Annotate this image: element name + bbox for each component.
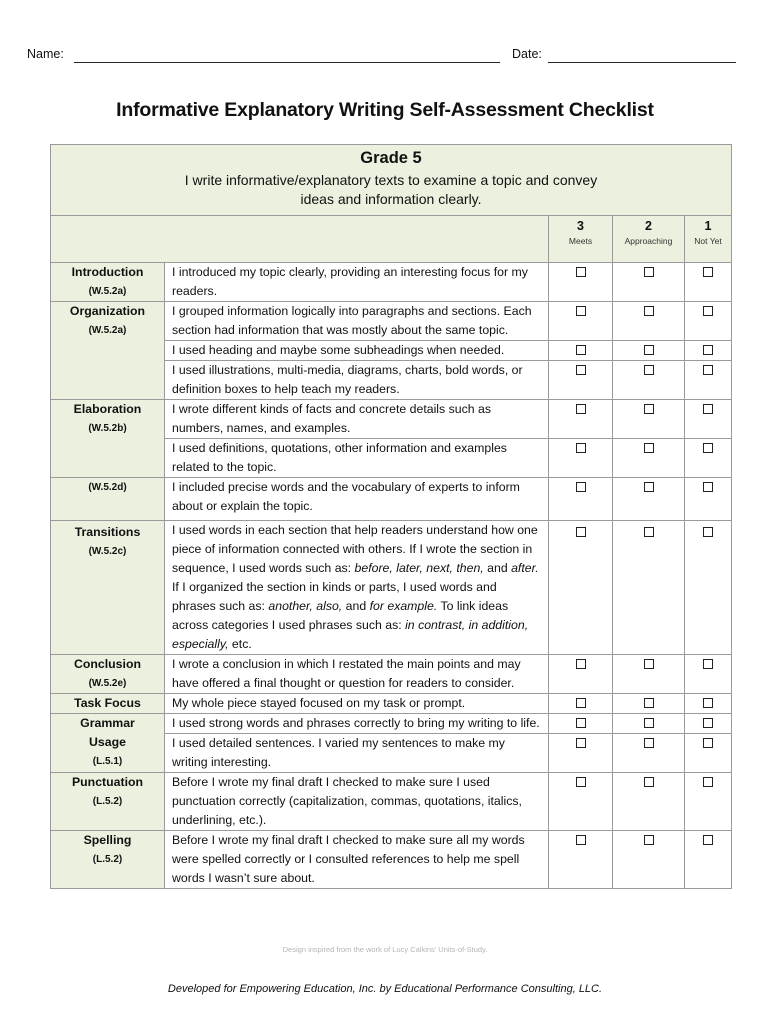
category-standard: (L.5.1) (92, 756, 123, 767)
checkbox-not-yet[interactable] (703, 835, 713, 845)
checkbox-approaching[interactable] (644, 698, 654, 708)
category-standard: (W.5.2c) (88, 546, 127, 557)
checkbox-approaching[interactable] (644, 365, 654, 375)
category-elaboration (51, 400, 165, 478)
page-title: Informative Explanatory Writing Self-Assessment Checklist (116, 99, 654, 121)
criterion-text-part: I used words in each section that help readers understand how one piece of information connected with others. If I wrote the section in sequence, I used words such as: (172, 523, 538, 575)
name-label: Name: (27, 47, 64, 61)
checkbox-not-yet[interactable] (703, 404, 713, 414)
checkbox-meets[interactable] (576, 777, 586, 787)
name-field[interactable] (74, 62, 500, 63)
checkbox-not-yet[interactable] (703, 482, 713, 492)
checkbox-meets[interactable] (576, 738, 586, 748)
category-transitions (51, 521, 165, 655)
checkbox-meets[interactable] (576, 482, 586, 492)
criterion-text: I included precise words and the vocabulary of experts to inform about or explain the topic. (165, 478, 549, 521)
col-meets-score: 3 (577, 219, 584, 233)
checkbox-not-yet[interactable] (703, 443, 713, 453)
checkbox-approaching[interactable] (644, 777, 654, 787)
checkbox-not-yet[interactable] (703, 527, 713, 537)
checkbox-meets[interactable] (576, 698, 586, 708)
criterion-text-italic: after. (511, 561, 539, 575)
col-not-yet-label: Not Yet (694, 236, 722, 246)
checkbox-meets[interactable] (576, 345, 586, 355)
category-standard: (L.5.2) (92, 796, 123, 807)
column-header-row (51, 216, 732, 263)
checkbox-meets[interactable] (576, 404, 586, 414)
category-name: Task Focus (74, 696, 141, 710)
category-spelling (51, 831, 165, 889)
checkbox-meets[interactable] (576, 659, 586, 669)
category-name: Organization (69, 304, 146, 318)
table-row (51, 263, 732, 302)
criterion-text-part: and (483, 561, 512, 575)
table-row (51, 521, 732, 655)
checkbox-approaching[interactable] (644, 527, 654, 537)
col-meets (549, 216, 613, 263)
criterion-text: I grouped information logically into paragraphs and sections. Each section had information that was mostly about the same topic. (165, 302, 549, 341)
category-standard: (W.5.2e) (88, 678, 127, 689)
date-field[interactable] (548, 62, 736, 63)
grade-row (51, 145, 732, 216)
table-row (51, 478, 732, 521)
category-grammar-usage (51, 714, 165, 773)
grade-description: I write informative/explanatory texts to examine a topic and convey ideas and information clearly. (184, 172, 598, 207)
col-meets-label: Meets (568, 236, 593, 246)
checkbox-meets[interactable] (576, 306, 586, 316)
criterion-text: My whole piece stayed focused on my task or prompt. (165, 694, 549, 714)
checkbox-meets[interactable] (576, 527, 586, 537)
checkbox-not-yet[interactable] (703, 267, 713, 277)
category-standard: (W.5.2b) (88, 423, 127, 434)
criterion-text: I used definitions, quotations, other information and examples related to the topic. (165, 439, 549, 478)
category-name: Punctuation (71, 775, 144, 789)
checkbox-not-yet[interactable] (703, 738, 713, 748)
checkbox-approaching[interactable] (644, 835, 654, 845)
checkbox-approaching[interactable] (644, 306, 654, 316)
checkbox-approaching[interactable] (644, 482, 654, 492)
category-name: Introduction (71, 265, 144, 279)
col-approaching (613, 216, 685, 263)
checkbox-approaching[interactable] (644, 738, 654, 748)
criterion-text: I wrote different kinds of facts and concrete details such as numbers, names, and examples. (165, 400, 549, 439)
design-credit: Design inspired from the work of Lucy Calkins' Units-of-Study. (282, 945, 488, 954)
category-name: Grammar (80, 716, 135, 730)
checklist-table (50, 144, 732, 889)
col-not-yet-score: 1 (704, 219, 712, 233)
category-introduction (51, 263, 165, 302)
criterion-text: I introduced my topic clearly, providing an interesting focus for my readers. (165, 263, 549, 302)
criterion-text: I wrote a conclusion in which I restated the main points and may have offered a final thought or question for readers to consider. (165, 655, 549, 694)
col-not-yet (685, 216, 732, 263)
date-label: Date: (512, 47, 542, 61)
checkbox-meets[interactable] (576, 443, 586, 453)
table-row (51, 655, 732, 694)
table-row (51, 714, 732, 734)
grade-title: Grade 5 (360, 149, 422, 167)
criterion-text-part: and (342, 599, 370, 613)
checkbox-meets[interactable] (576, 718, 586, 728)
category-task-focus (51, 694, 165, 714)
col-approaching-score: 2 (645, 219, 652, 233)
checkbox-not-yet[interactable] (703, 718, 713, 728)
header-spacer (51, 216, 549, 263)
table-row (51, 400, 732, 439)
footer-text: Developed for Empowering Education, Inc. by Educational Performance Consulting, LLC. (167, 983, 603, 995)
checkbox-meets[interactable] (576, 835, 586, 845)
criterion-text (165, 521, 549, 655)
checkbox-approaching[interactable] (644, 443, 654, 453)
checkbox-not-yet[interactable] (703, 306, 713, 316)
category-organization (51, 302, 165, 400)
criterion-text-italic: another, also, (268, 599, 343, 613)
grade-header (51, 145, 732, 216)
category-standard: (W.5.2a) (88, 286, 127, 297)
col-approaching-label: Approaching (624, 236, 673, 246)
criterion-text-italic: before, later, next, then, (354, 561, 484, 575)
category-standard: (W.5.2d) (88, 482, 127, 493)
checkbox-approaching[interactable] (644, 345, 654, 355)
checkbox-approaching[interactable] (644, 404, 654, 414)
criterion-text-part: To link ideas across categories I used phrases such as: (172, 599, 509, 632)
criterion-text-part: etc. (228, 637, 252, 651)
category-standard: (L.5.2) (92, 854, 123, 865)
table-row (51, 831, 732, 889)
criterion-text-italic: in contrast, in addition, especially, (172, 618, 529, 651)
category-elaboration-d (51, 478, 165, 521)
checkbox-not-yet[interactable] (703, 345, 713, 355)
checkbox-approaching[interactable] (644, 659, 654, 669)
checkbox-not-yet[interactable] (703, 698, 713, 708)
criterion-text: Before I wrote my final draft I checked to make sure all my words were spelled correctly or I consulted references to help me spell words I wasn’t sure about. (165, 831, 549, 889)
category-name: Conclusion (74, 657, 141, 671)
checkbox-meets[interactable] (576, 267, 586, 277)
category-name: Usage (89, 735, 126, 749)
checkbox-approaching[interactable] (644, 267, 654, 277)
criterion-text-part: If I organized the section in kinds or parts, I used words and phrases such as: (172, 580, 497, 613)
category-name: Elaboration (73, 402, 142, 416)
table-row (51, 694, 732, 714)
criterion-text-italic: for example. (369, 599, 438, 613)
category-name: Spelling (83, 833, 132, 847)
checkbox-meets[interactable] (576, 365, 586, 375)
category-standard: (W.5.2a) (88, 325, 127, 336)
table-row (51, 773, 732, 831)
table-row (51, 302, 732, 341)
category-conclusion (51, 655, 165, 694)
criterion-text: I used strong words and phrases correctly to bring my writing to life. (165, 714, 549, 734)
category-punctuation (51, 773, 165, 831)
category-name: Transitions (74, 525, 141, 539)
checkbox-not-yet[interactable] (703, 777, 713, 787)
criterion-text: I used illustrations, multi-media, diagrams, charts, bold words, or definition boxes to help teach my readers. (165, 361, 549, 400)
checkbox-approaching[interactable] (644, 718, 654, 728)
checkbox-not-yet[interactable] (703, 365, 713, 375)
criterion-text: Before I wrote my final draft I checked to make sure I used punctuation correctly (capitalization, commas, quotations, italics, underlining, etc.). (165, 773, 549, 831)
criterion-text: I used detailed sentences. I varied my sentences to make my writing interesting. (165, 734, 549, 773)
checkbox-not-yet[interactable] (703, 659, 713, 669)
criterion-text: I used heading and maybe some subheadings when needed. (165, 341, 549, 361)
